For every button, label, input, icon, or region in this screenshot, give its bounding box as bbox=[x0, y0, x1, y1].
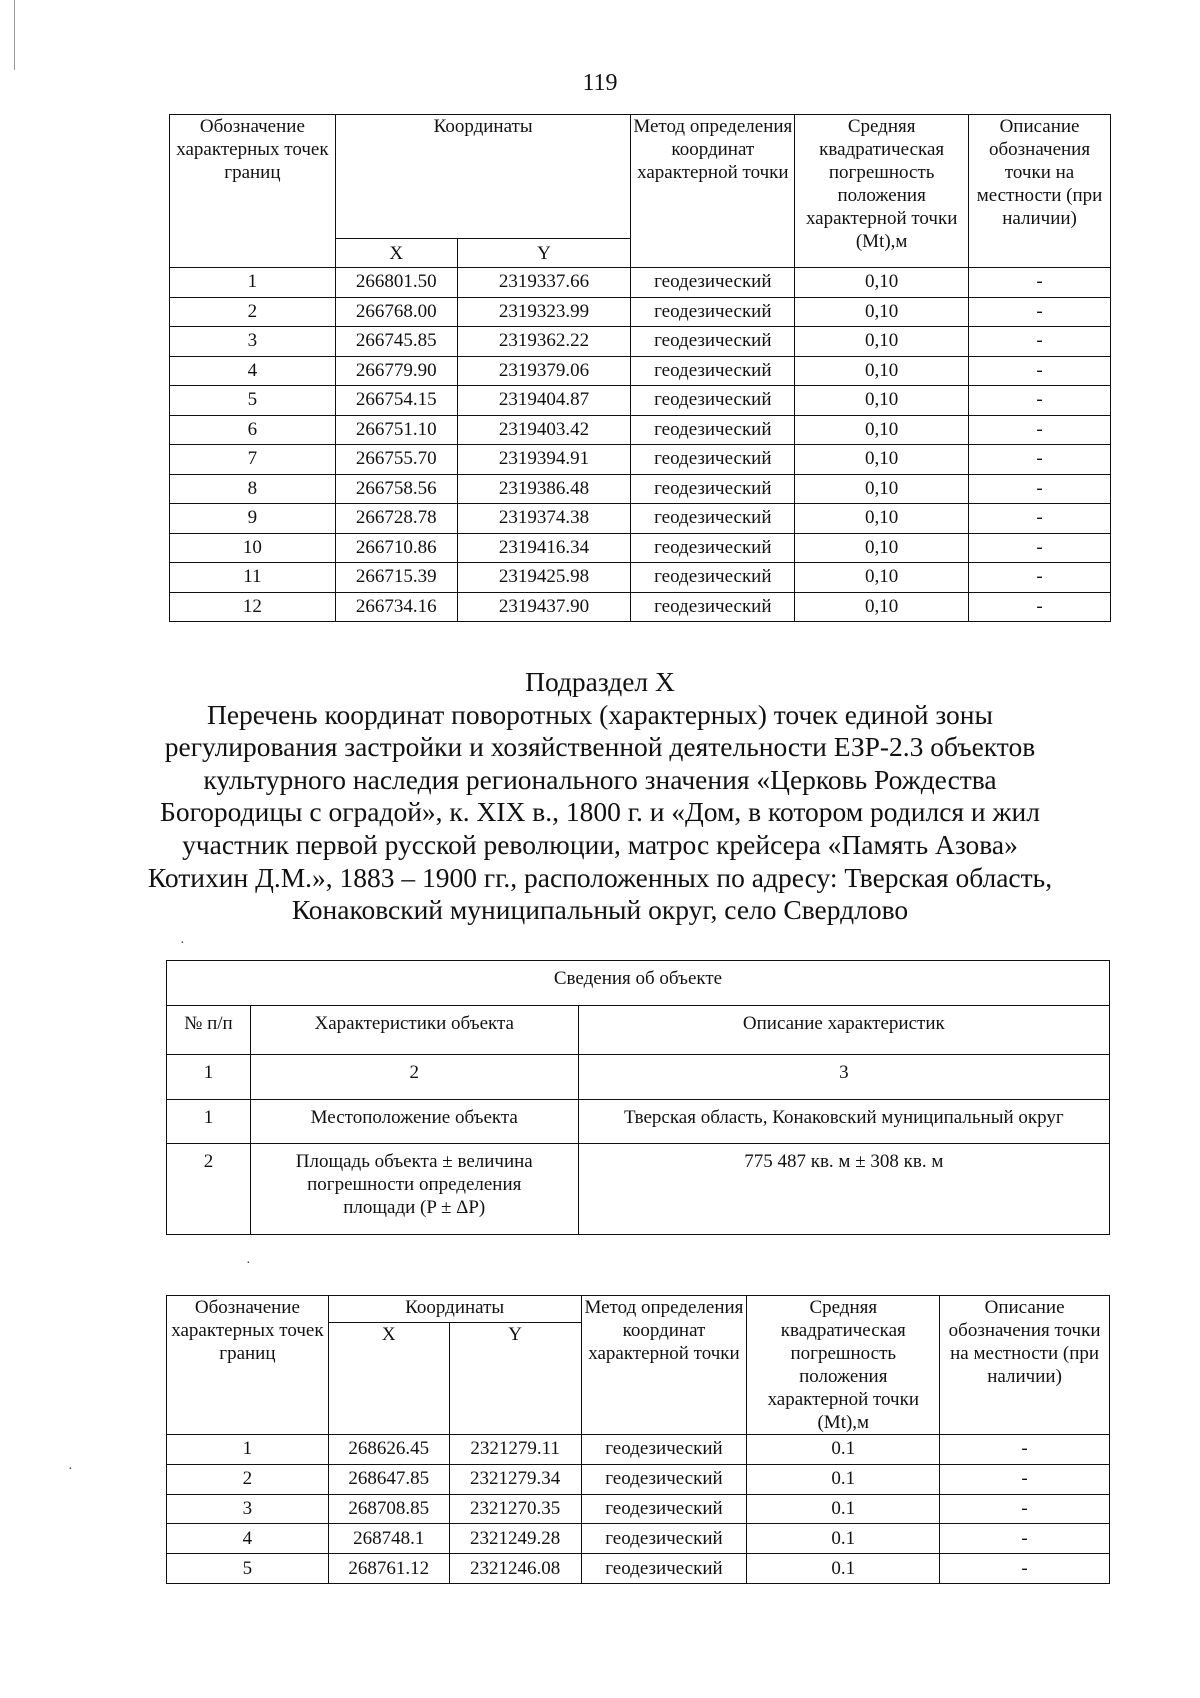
header-mean-error: Средняя квадратическая погрешность положения характерной точки (Mt),м bbox=[795, 115, 969, 268]
table-row bbox=[170, 297, 1111, 327]
cell-method: геодезический bbox=[581, 1494, 747, 1524]
cell-x: 268761.12 bbox=[328, 1554, 449, 1584]
cell-point: 1 bbox=[167, 1435, 329, 1465]
cell-description: - bbox=[940, 1464, 1110, 1494]
scan-speck: · bbox=[180, 936, 185, 951]
section-line: Перечень координат поворотных (характерных) точек единой зоны bbox=[206, 698, 994, 730]
cell-x: 268708.85 bbox=[328, 1494, 449, 1524]
cell-y: 2319394.91 bbox=[457, 445, 631, 475]
cell-y: 2321270.35 bbox=[449, 1494, 581, 1524]
table-row bbox=[170, 592, 1111, 622]
cell-x: 266754.15 bbox=[335, 386, 457, 416]
table-row bbox=[170, 268, 1111, 298]
cell-description: - bbox=[969, 268, 1111, 298]
cell-point: 4 bbox=[167, 1524, 329, 1554]
cell-y: 2321249.28 bbox=[449, 1524, 581, 1554]
cell-description: - bbox=[969, 504, 1111, 534]
coordinates-table-1 bbox=[169, 114, 1111, 622]
table-row bbox=[170, 474, 1111, 504]
cell-error: 0.1 bbox=[747, 1464, 940, 1494]
object-info-row-char: Местоположение объекта bbox=[250, 1100, 578, 1144]
cell-x: 266751.10 bbox=[335, 415, 457, 445]
cell-method: геодезический bbox=[631, 445, 795, 475]
coordinates-table-2 bbox=[166, 1295, 1110, 1584]
cell-y: 2321279.11 bbox=[449, 1435, 581, 1465]
header-method: Метод определения координат характерной точки bbox=[631, 115, 795, 268]
cell-description: - bbox=[969, 356, 1111, 386]
cell-description: - bbox=[940, 1554, 1110, 1584]
cell-x: 268647.85 bbox=[328, 1464, 449, 1494]
header-point-designation: Обозначение характерных точек границ bbox=[167, 1296, 329, 1435]
section-title bbox=[100, 666, 1100, 927]
object-info-row-desc: Тверская область, Конаковский муниципальный округ bbox=[578, 1100, 1109, 1144]
cell-y: 2321246.08 bbox=[449, 1554, 581, 1584]
section-line: Конаковский муниципальный округ, село Свердлово bbox=[291, 894, 909, 926]
cell-error: 0,10 bbox=[795, 268, 969, 298]
cell-error: 0,10 bbox=[795, 445, 969, 475]
header-point-designation: Обозначение характерных точек границ bbox=[170, 115, 336, 268]
cell-point: 6 bbox=[170, 415, 336, 445]
cell-description: - bbox=[969, 445, 1111, 475]
cell-method: геодезический bbox=[631, 592, 795, 622]
cell-error: 0,10 bbox=[795, 592, 969, 622]
cell-description: - bbox=[969, 297, 1111, 327]
cell-y: 2319425.98 bbox=[457, 563, 631, 593]
cell-method: геодезический bbox=[631, 386, 795, 416]
object-info-col-char: Характеристики объекта bbox=[250, 1006, 578, 1055]
cell-error: 0,10 bbox=[795, 474, 969, 504]
cell-error: 0.1 bbox=[747, 1435, 940, 1465]
cell-error: 0,10 bbox=[795, 356, 969, 386]
cell-description: - bbox=[969, 563, 1111, 593]
table-row bbox=[167, 1435, 1110, 1465]
cell-error: 0,10 bbox=[795, 415, 969, 445]
cell-description: - bbox=[940, 1494, 1110, 1524]
cell-x: 266755.70 bbox=[335, 445, 457, 475]
header-description: Описание обозначения точки на местности (при наличии) bbox=[969, 115, 1111, 268]
cell-point: 2 bbox=[167, 1464, 329, 1494]
cell-y: 2319416.34 bbox=[457, 533, 631, 563]
cell-method: геодезический bbox=[631, 415, 795, 445]
cell-method: геодезический bbox=[631, 297, 795, 327]
section-line: регулирования застройки и хозяйственной деятельности ЕЗР-2.3 объектов bbox=[164, 731, 1036, 763]
cell-method: геодезический bbox=[581, 1464, 747, 1494]
cell-y: 2319337.66 bbox=[457, 268, 631, 298]
header-coordinates: Координаты bbox=[328, 1296, 581, 1323]
cell-y: 2319323.99 bbox=[457, 297, 631, 327]
cell-error: 0,10 bbox=[795, 297, 969, 327]
cell-description: - bbox=[969, 592, 1111, 622]
header-x: X bbox=[328, 1323, 449, 1435]
cell-y: 2319379.06 bbox=[457, 356, 631, 386]
page-number: 119 bbox=[582, 70, 618, 96]
header-y: Y bbox=[457, 239, 631, 268]
cell-point: 4 bbox=[170, 356, 336, 386]
object-info-colnum-2: 2 bbox=[250, 1055, 578, 1100]
section-subtitle: Подраздел X bbox=[525, 666, 675, 697]
object-info-table bbox=[166, 960, 1110, 1235]
cell-point: 5 bbox=[167, 1554, 329, 1584]
object-info-colnum-3: 3 bbox=[578, 1055, 1109, 1100]
cell-x: 266768.00 bbox=[335, 297, 457, 327]
coordinates-table-1-body bbox=[170, 268, 1111, 622]
cell-y: 2319403.42 bbox=[457, 415, 631, 445]
table-row bbox=[170, 445, 1111, 475]
cell-error: 0,10 bbox=[795, 327, 969, 357]
header-y: Y bbox=[449, 1323, 581, 1435]
cell-x: 266710.86 bbox=[335, 533, 457, 563]
section-line: Котихин Д.М.», 1883 – 1900 гг., расположенных по адресу: Тверская область, bbox=[147, 861, 1053, 893]
object-info-row-num: 1 bbox=[167, 1100, 251, 1144]
cell-point: 2 bbox=[170, 297, 336, 327]
table-row bbox=[170, 356, 1111, 386]
cell-y: 2319437.90 bbox=[457, 592, 631, 622]
table-row bbox=[170, 504, 1111, 534]
cell-method: геодезический bbox=[631, 504, 795, 534]
cell-description: - bbox=[969, 474, 1111, 504]
cell-description: - bbox=[940, 1524, 1110, 1554]
cell-description: - bbox=[969, 386, 1111, 416]
scan-speck: · bbox=[246, 1256, 251, 1271]
cell-point: 3 bbox=[167, 1494, 329, 1524]
cell-point: 7 bbox=[170, 445, 336, 475]
object-info-col-desc: Описание характеристик bbox=[578, 1006, 1109, 1055]
cell-point: 3 bbox=[170, 327, 336, 357]
cell-method: геодезический bbox=[631, 563, 795, 593]
cell-method: геодезический bbox=[631, 474, 795, 504]
cell-point: 9 bbox=[170, 504, 336, 534]
cell-x: 266715.39 bbox=[335, 563, 457, 593]
cell-y: 2319362.22 bbox=[457, 327, 631, 357]
table-row bbox=[170, 533, 1111, 563]
table-row bbox=[167, 1494, 1110, 1524]
table-row bbox=[167, 1464, 1110, 1494]
table-row bbox=[167, 1524, 1110, 1554]
cell-x: 266801.50 bbox=[335, 268, 457, 298]
section-line: участник первой русской революции, матрос крейсера «Память Азова» bbox=[182, 828, 1018, 860]
cell-x: 266745.85 bbox=[335, 327, 457, 357]
cell-x: 266734.16 bbox=[335, 592, 457, 622]
object-info-title: Сведения об объекте bbox=[167, 961, 1110, 1006]
section-line: культурного наследия регионального значения «Церковь Рождества bbox=[203, 763, 997, 795]
cell-method: геодезический bbox=[581, 1554, 747, 1584]
cell-error: 0.1 bbox=[747, 1554, 940, 1584]
header-method: Метод определения координат характерной точки bbox=[581, 1296, 747, 1435]
cell-method: геодезический bbox=[631, 268, 795, 298]
table-row bbox=[167, 1554, 1110, 1584]
cell-description: - bbox=[940, 1435, 1110, 1465]
cell-method: геодезический bbox=[631, 533, 795, 563]
header-x: X bbox=[335, 239, 457, 268]
cell-error: 0,10 bbox=[795, 386, 969, 416]
cell-point: 5 bbox=[170, 386, 336, 416]
cell-x: 268748.1 bbox=[328, 1524, 449, 1554]
scan-edge-line bbox=[14, 0, 15, 70]
table-row bbox=[170, 563, 1111, 593]
table-row bbox=[170, 415, 1111, 445]
object-info-row-desc: 775 487 кв. м ± 308 кв. м bbox=[578, 1144, 1109, 1235]
cell-error: 0,10 bbox=[795, 504, 969, 534]
cell-method: геодезический bbox=[631, 356, 795, 386]
cell-x: 266728.78 bbox=[335, 504, 457, 534]
scan-speck: · bbox=[68, 1462, 73, 1477]
object-info-colnum-1: 1 bbox=[167, 1055, 251, 1100]
header-mean-error: Средняя квадратическая погрешность положения характерной точки (Mt),м bbox=[747, 1296, 940, 1435]
cell-point: 10 bbox=[170, 533, 336, 563]
coordinates-table-2-body bbox=[167, 1435, 1110, 1584]
cell-point: 8 bbox=[170, 474, 336, 504]
cell-description: - bbox=[969, 415, 1111, 445]
cell-description: - bbox=[969, 533, 1111, 563]
cell-error: 0.1 bbox=[747, 1494, 940, 1524]
object-info-row-char: Площадь объекта ± величина погрешности определения площади (P ± ΔP) bbox=[250, 1144, 578, 1235]
header-description: Описание обозначения точки на местности (при наличии) bbox=[940, 1296, 1110, 1435]
cell-y: 2319374.38 bbox=[457, 504, 631, 534]
cell-method: геодезический bbox=[581, 1524, 747, 1554]
cell-x: 266758.56 bbox=[335, 474, 457, 504]
cell-error: 0,10 bbox=[795, 533, 969, 563]
cell-x: 266779.90 bbox=[335, 356, 457, 386]
table-row bbox=[170, 386, 1111, 416]
cell-error: 0.1 bbox=[747, 1524, 940, 1554]
cell-point: 12 bbox=[170, 592, 336, 622]
cell-point: 11 bbox=[170, 563, 336, 593]
object-info-row-num: 2 bbox=[167, 1144, 251, 1235]
cell-description: - bbox=[969, 327, 1111, 357]
cell-x: 268626.45 bbox=[328, 1435, 449, 1465]
cell-method: геодезический bbox=[581, 1435, 747, 1465]
cell-y: 2321279.34 bbox=[449, 1464, 581, 1494]
cell-y: 2319404.87 bbox=[457, 386, 631, 416]
cell-method: геодезический bbox=[631, 327, 795, 357]
table-row bbox=[170, 327, 1111, 357]
header-coordinates: Координаты bbox=[335, 115, 631, 239]
cell-y: 2319386.48 bbox=[457, 474, 631, 504]
cell-point: 1 bbox=[170, 268, 336, 298]
section-line: Богородицы с оградой», к. XIX в., 1800 г. и «Дом, в котором родился и жил bbox=[160, 796, 1040, 828]
cell-error: 0,10 bbox=[795, 563, 969, 593]
object-info-col-num: № п/п bbox=[167, 1006, 251, 1055]
